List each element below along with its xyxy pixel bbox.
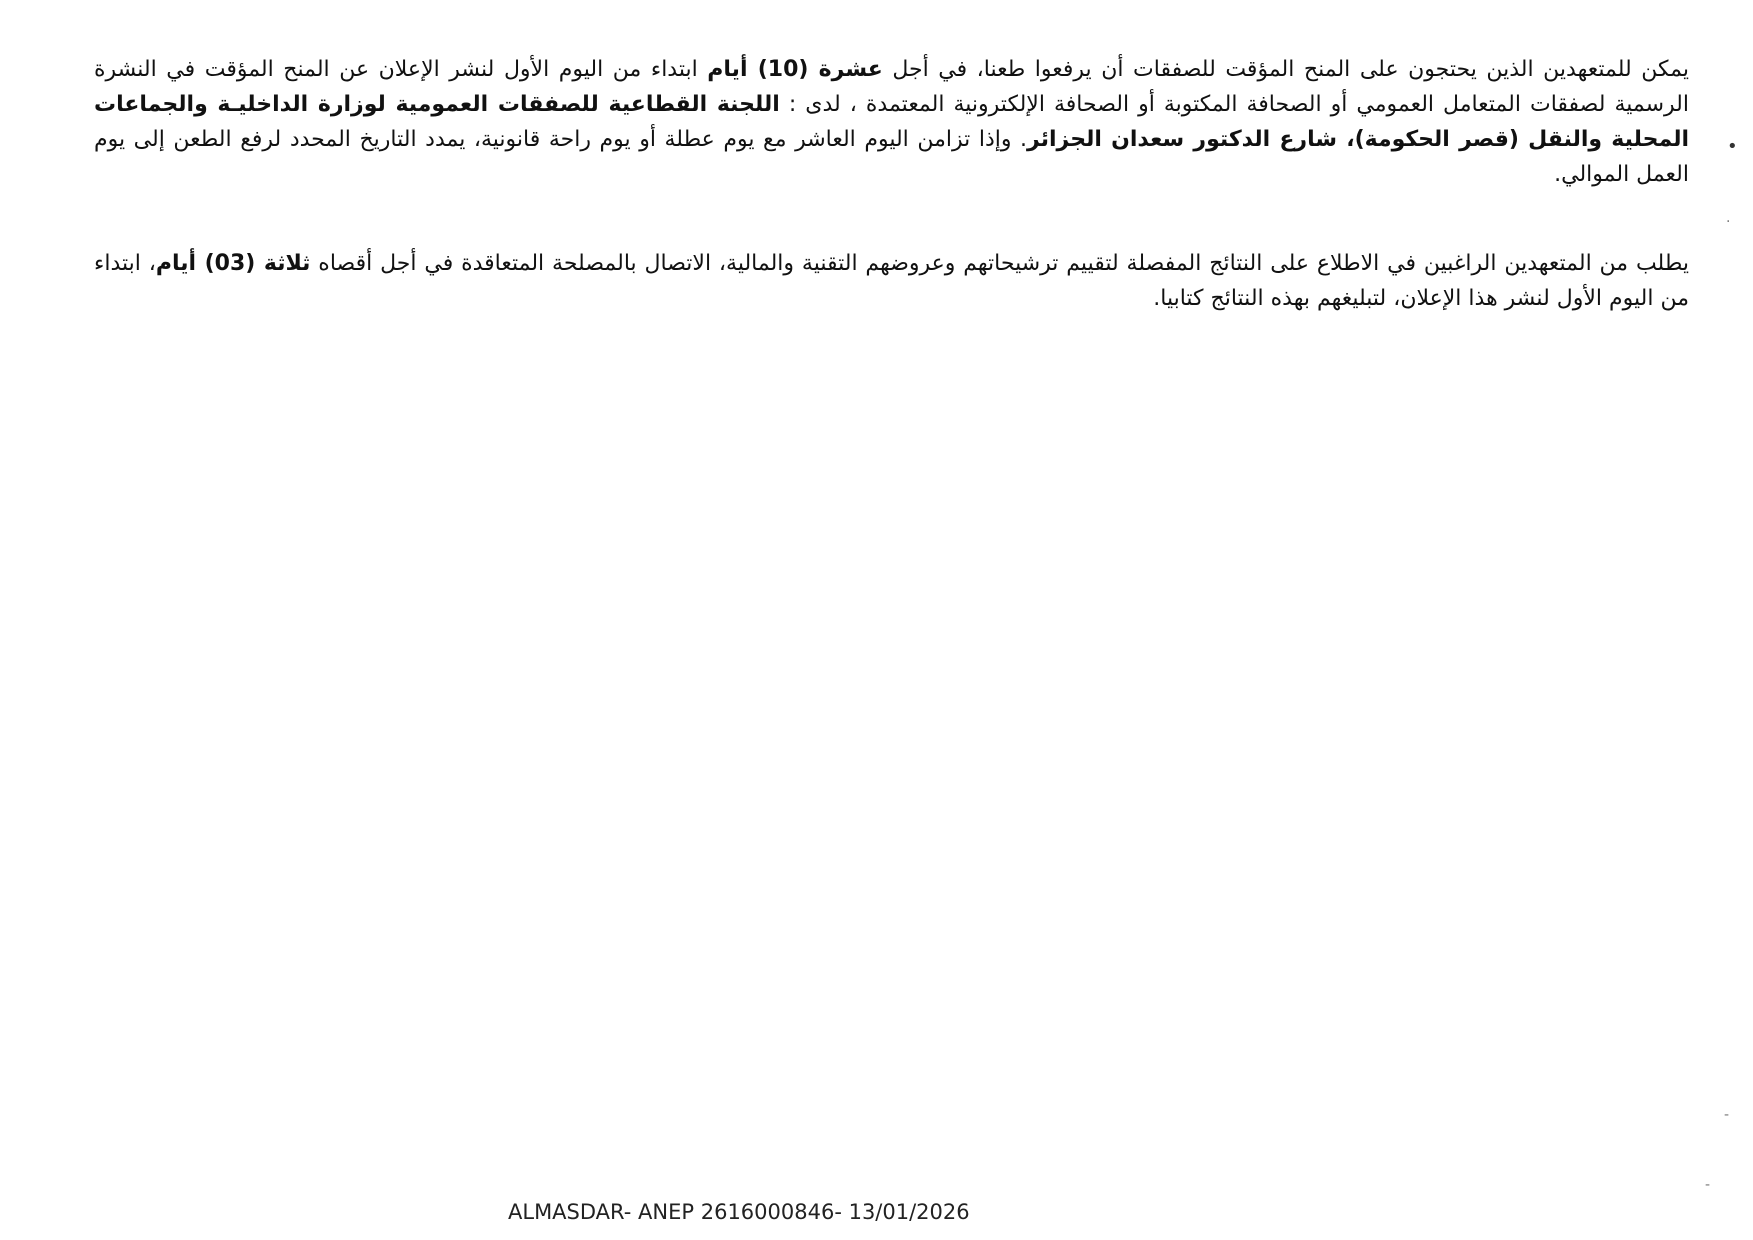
appeal-text-1: يمكن للمتعهدين الذين يحتجون على المنح المؤقت للصفقات أن يرفعوا طعنا، في أجل <box>882 57 1689 82</box>
scan-mark: - <box>1705 1177 1711 1193</box>
results-paragraph <box>94 246 1689 316</box>
appeal-committee-address: اللجنة القطاعية للصفقات العمومية لوزارة الداخليـة والجماعات المحلية والنقل (قصر الحكومة)، شارع الدكتور سعدان الجزائر <box>94 92 1690 152</box>
results-deadline: ثلاثة (03) أيام <box>155 251 311 276</box>
appeal-deadline: عشرة (10) أيام <box>707 57 883 82</box>
appeal-text-3: . وإذا تزامن اليوم العاشر مع يوم عطلة أو يوم راحة قانونية، يمدد التاريخ المحدد لرفع الطعن إلى يوم العمل الموالي. <box>94 127 1689 187</box>
results-text-2: ، ابتداء من اليوم الأول لنشر هذا الإعلان، لتبليغهم بهذه النتائج كتابيا. <box>94 251 1689 311</box>
publication-reference-footer: ALMASDAR- ANEP 2616000846- 13/01/2026 <box>508 1200 970 1224</box>
appeal-paragraph <box>94 52 1689 192</box>
scan-mark: · <box>1726 214 1731 230</box>
appeal-text-2: ابتداء من اليوم الأول لنشر الإعلان عن المنح المؤقت في النشرة الرسمية لصفقات المتعامل العمومي أو الصحافة المكتوبة أو الصحافة الإلكترونية المعتمدة ، لدى : <box>94 57 1690 117</box>
scan-mark: • <box>1727 136 1738 157</box>
results-text-1: يطلب من المتعهدين الراغبين في الاطلاع على النتائج المفصلة لتقييم ترشيحاتهم وعروضهم التقنية والمالية، الاتصال بالمصلحة المتعاقدة في أجل أقصاه <box>310 251 1690 276</box>
scan-mark: - <box>1724 1107 1730 1123</box>
